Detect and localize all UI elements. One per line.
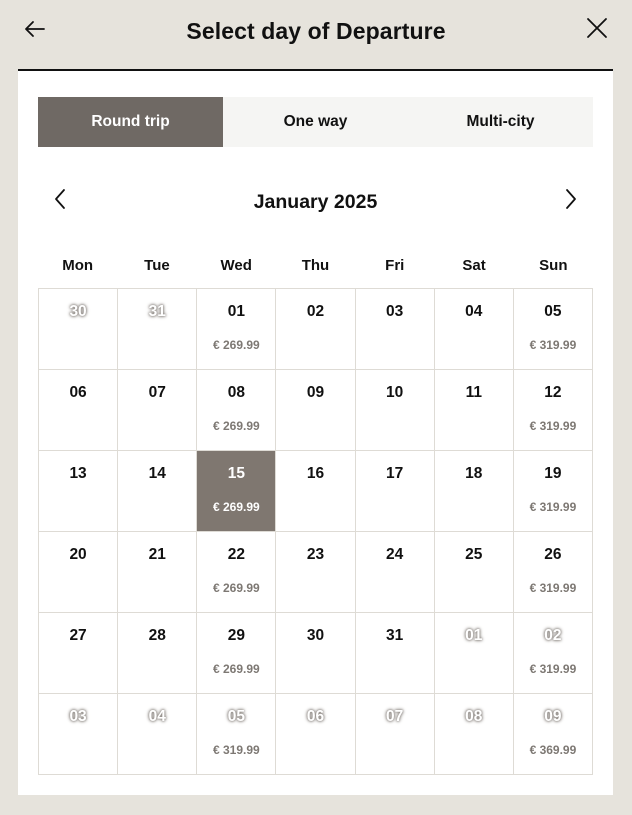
day-price: € 269.99 <box>212 581 260 595</box>
day-cell[interactable] <box>435 613 514 694</box>
day-number: 20 <box>69 546 87 563</box>
day-cell[interactable] <box>435 532 514 613</box>
day-cell[interactable] <box>197 370 276 451</box>
day-number: 02 <box>306 303 325 320</box>
day-number: 30 <box>306 627 325 644</box>
day-number: 06 <box>306 708 325 725</box>
weekday-label: Fri <box>385 257 405 274</box>
day-number: 01 <box>227 303 245 320</box>
weekday-label: Mon <box>62 257 94 274</box>
day-number: 29 <box>227 627 245 644</box>
day-number: 30 <box>69 303 87 320</box>
day-number: 05 <box>544 303 562 320</box>
day-cell[interactable] <box>356 532 435 613</box>
day-cell[interactable] <box>276 451 355 532</box>
day-cell[interactable] <box>39 451 118 532</box>
day-cell[interactable] <box>118 370 197 451</box>
weekday-label: Wed <box>220 257 252 274</box>
weekday-label: Sat <box>462 257 486 274</box>
day-cell[interactable] <box>514 370 593 451</box>
tab-multi-city[interactable]: Multi-city <box>466 113 535 130</box>
day-number: 19 <box>544 465 562 482</box>
day-number: 07 <box>148 384 166 401</box>
day-number: 27 <box>69 627 87 644</box>
calendar-panel <box>18 71 613 795</box>
day-cell[interactable] <box>276 613 355 694</box>
chevron-right-icon <box>561 187 581 211</box>
day-number: 25 <box>465 546 483 563</box>
day-number: 24 <box>386 546 404 563</box>
day-number: 13 <box>69 465 87 482</box>
day-number: 09 <box>544 708 562 725</box>
day-number: 07 <box>386 708 404 725</box>
weekday-header <box>38 257 593 274</box>
day-cell[interactable] <box>197 613 276 694</box>
day-cell[interactable] <box>197 694 276 775</box>
day-cell[interactable] <box>514 694 593 775</box>
day-number: 01 <box>465 627 483 644</box>
trip-type-tabs <box>38 97 593 147</box>
day-cell[interactable] <box>39 613 118 694</box>
day-cell-selected[interactable] <box>197 451 276 532</box>
day-number: 12 <box>544 384 562 401</box>
day-cell[interactable] <box>118 613 197 694</box>
day-number: 03 <box>386 303 404 320</box>
day-price: € 319.99 <box>212 743 260 757</box>
tab-round-trip[interactable]: Round trip <box>38 97 223 147</box>
day-cell[interactable] <box>276 694 355 775</box>
day-cell[interactable] <box>39 289 118 370</box>
close-icon <box>584 15 610 41</box>
calendar-grid <box>38 288 593 775</box>
day-cell[interactable] <box>514 613 593 694</box>
weekday-label: Tue <box>144 257 170 274</box>
day-price: € 369.99 <box>529 743 577 757</box>
day-price: € 269.99 <box>212 419 260 433</box>
day-number: 18 <box>465 465 483 482</box>
day-cell[interactable] <box>356 289 435 370</box>
day-cell[interactable] <box>118 694 197 775</box>
day-price: € 319.99 <box>529 581 577 595</box>
day-number: 14 <box>148 465 166 482</box>
day-number: 28 <box>148 627 166 644</box>
month-navigation <box>38 183 593 223</box>
day-cell[interactable] <box>356 613 435 694</box>
weekday-label: Sun <box>539 257 568 274</box>
day-number: 16 <box>306 465 325 482</box>
day-cell[interactable] <box>197 532 276 613</box>
weekday-label: Thu <box>301 257 330 274</box>
day-number: 31 <box>386 627 404 644</box>
close-button[interactable] <box>584 15 610 41</box>
day-price: € 269.99 <box>212 500 260 514</box>
day-number: 03 <box>69 708 87 725</box>
day-price: € 269.99 <box>212 662 260 676</box>
day-cell[interactable] <box>276 532 355 613</box>
page-title: Select day of Departure <box>186 18 446 44</box>
day-number: 31 <box>148 303 166 320</box>
day-number: 17 <box>386 465 404 482</box>
day-price: € 319.99 <box>529 500 577 514</box>
day-cell[interactable] <box>276 289 355 370</box>
day-number: 23 <box>306 546 325 563</box>
day-cell[interactable] <box>435 289 514 370</box>
next-month-button[interactable] <box>561 187 581 211</box>
day-number: 04 <box>465 303 483 320</box>
header <box>0 0 632 70</box>
day-price: € 319.99 <box>529 338 577 352</box>
day-cell[interactable] <box>356 370 435 451</box>
day-number: 09 <box>306 384 325 401</box>
day-number: 26 <box>544 546 562 563</box>
day-cell[interactable] <box>39 532 118 613</box>
day-cell[interactable] <box>39 694 118 775</box>
tab-one-way[interactable]: One way <box>283 113 348 130</box>
day-price: € 319.99 <box>529 662 577 676</box>
day-price: € 319.99 <box>529 419 577 433</box>
day-number: 08 <box>227 384 245 401</box>
day-cell[interactable] <box>514 289 593 370</box>
day-cell[interactable] <box>118 451 197 532</box>
day-number: 02 <box>544 627 562 644</box>
day-cell[interactable] <box>356 694 435 775</box>
day-number: 11 <box>465 384 482 401</box>
day-number: 10 <box>386 384 404 401</box>
day-number: 15 <box>227 465 245 482</box>
day-price: € 269.99 <box>212 338 260 352</box>
day-number: 22 <box>227 546 245 563</box>
day-cell[interactable] <box>514 532 593 613</box>
day-cell[interactable] <box>435 694 514 775</box>
day-cell[interactable] <box>435 370 514 451</box>
day-cell[interactable] <box>197 289 276 370</box>
day-cell[interactable] <box>118 532 197 613</box>
day-cell[interactable] <box>356 451 435 532</box>
day-number: 06 <box>69 384 87 401</box>
day-cell[interactable] <box>435 451 514 532</box>
day-number: 05 <box>227 708 245 725</box>
day-cell[interactable] <box>276 370 355 451</box>
day-number: 21 <box>148 546 166 563</box>
day-cell[interactable] <box>514 451 593 532</box>
month-title: January 2025 <box>253 191 378 213</box>
day-number: 04 <box>148 708 166 725</box>
day-cell[interactable] <box>118 289 197 370</box>
day-number: 08 <box>465 708 483 725</box>
day-cell[interactable] <box>39 370 118 451</box>
